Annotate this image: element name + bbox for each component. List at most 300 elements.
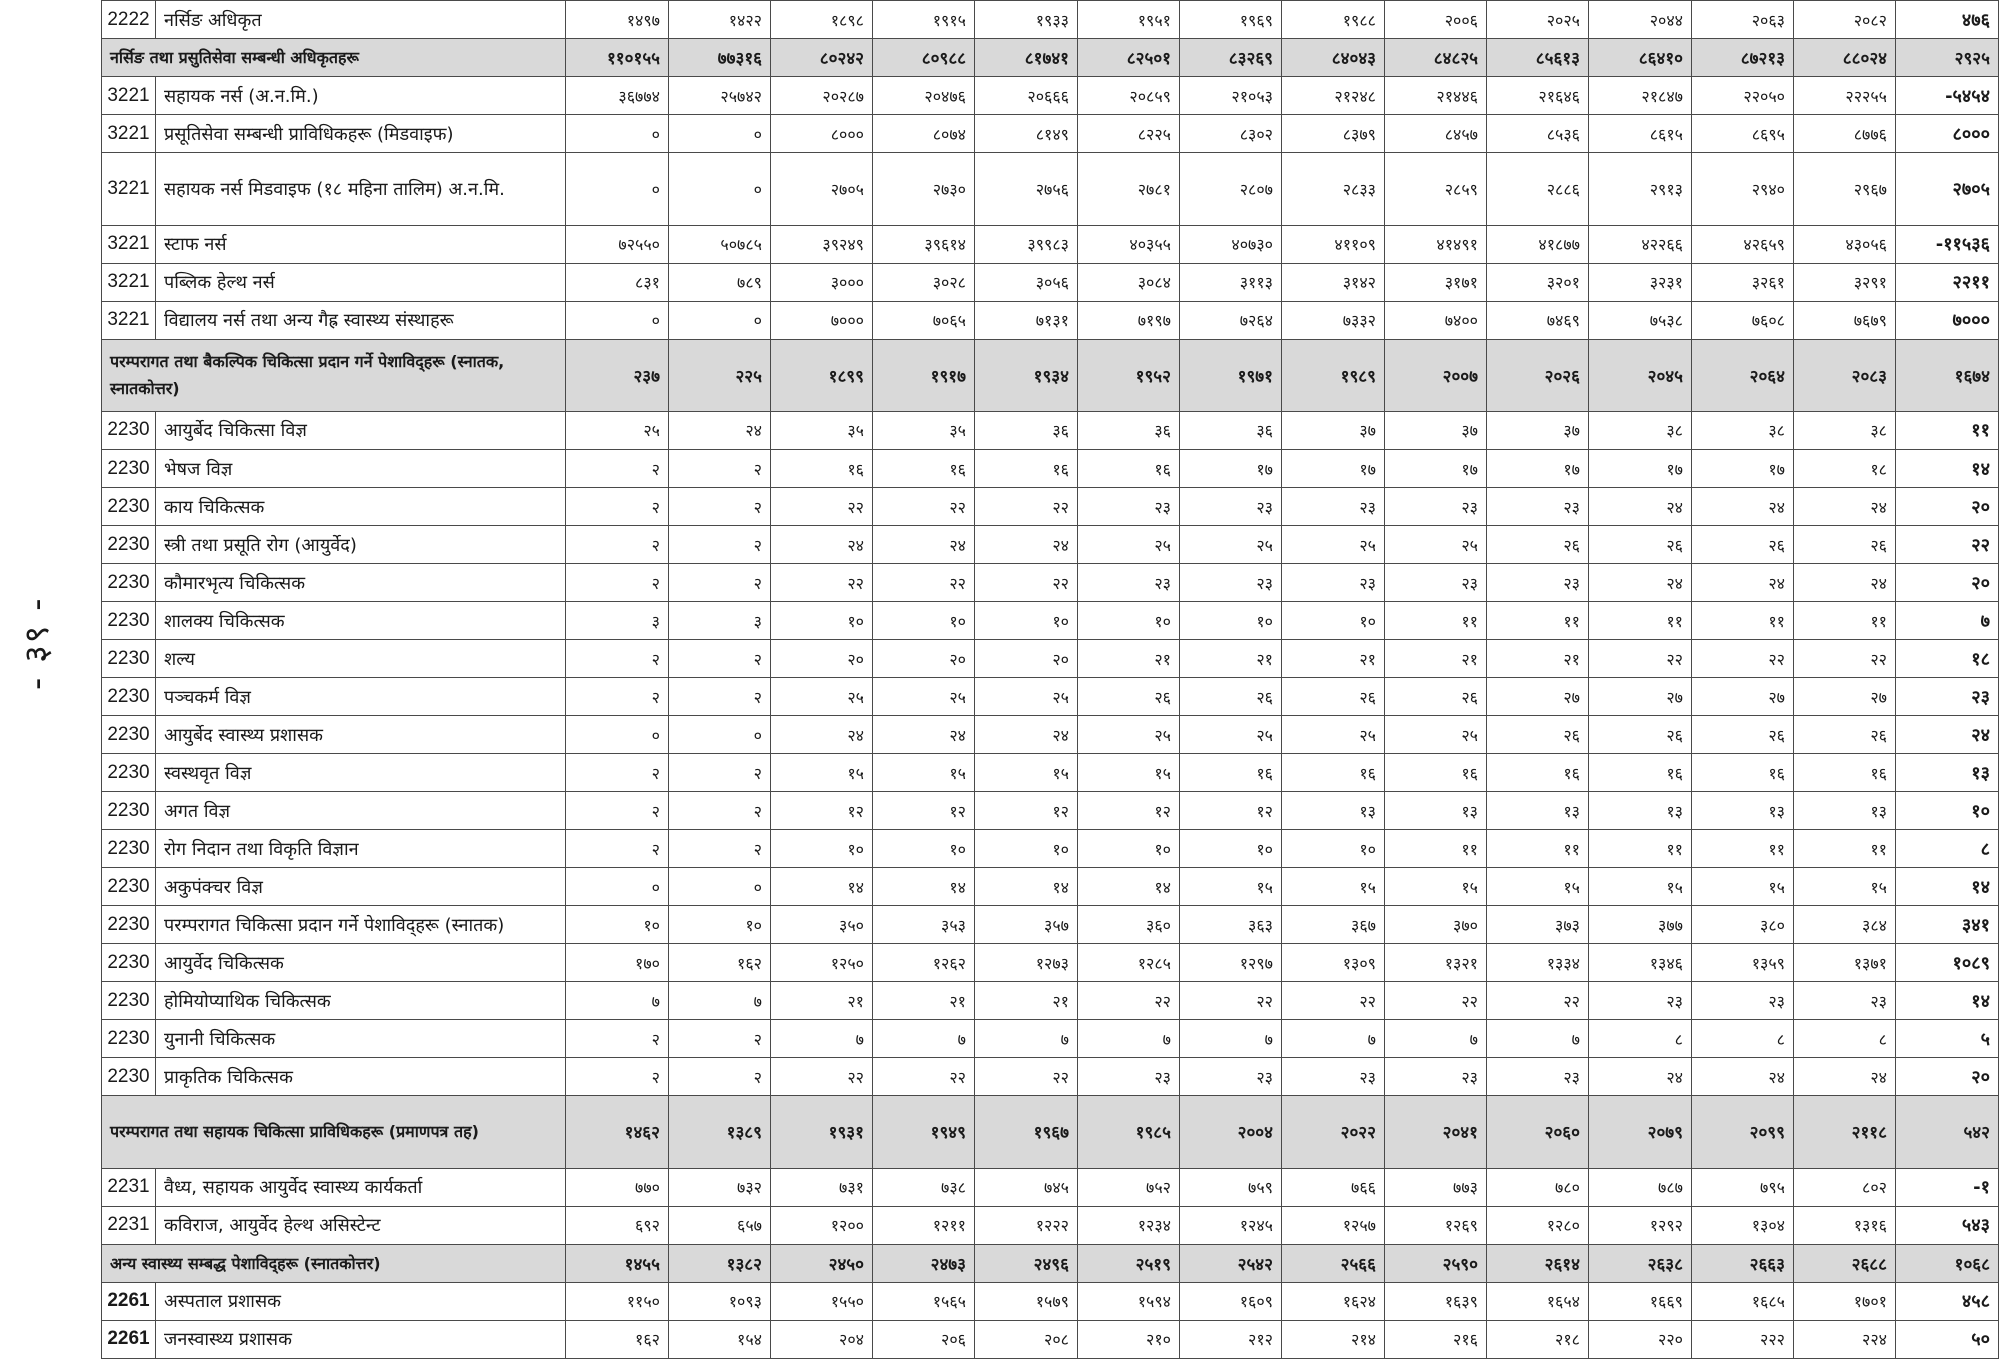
value-cell: २३७: [566, 339, 669, 411]
value-cell: १३: [1487, 792, 1589, 830]
subtotal-row: [102, 339, 1999, 411]
gap-value-cell: ५४३: [1896, 1206, 1999, 1244]
occupation-name: भेषज विज्ञ: [156, 450, 566, 488]
occupation-name: शालक्य चिकित्सक: [156, 602, 566, 640]
value-cell: १९५१: [1078, 1, 1180, 39]
gap-value-cell: १४: [1896, 450, 1999, 488]
value-cell: २१: [1180, 640, 1282, 678]
value-cell: ४२२६६: [1589, 225, 1692, 263]
value-cell: २३: [1180, 488, 1282, 526]
value-cell: ८: [1589, 1020, 1692, 1058]
gap-value-cell: २०: [1896, 564, 1999, 602]
value-cell: २०२२: [1282, 1096, 1385, 1168]
occupation-name: कविराज, आयुर्वेद हेल्थ असिस्टेन्ट: [156, 1206, 566, 1244]
value-cell: ८०००: [771, 115, 873, 153]
value-cell: ३५३: [873, 906, 975, 944]
value-cell: १२८०: [1487, 1206, 1589, 1244]
value-cell: १०: [873, 602, 975, 640]
value-cell: २४: [669, 411, 771, 449]
occupation-name: अकुपंक्चर विज्ञ: [156, 868, 566, 906]
table-row: [102, 225, 1999, 263]
value-cell: ८४८२५: [1385, 39, 1487, 77]
value-cell: १३३४: [1487, 944, 1589, 982]
gap-value-cell: ११: [1896, 411, 1999, 449]
value-cell: २६: [1282, 678, 1385, 716]
value-cell: २३: [1282, 564, 1385, 602]
value-cell: ८६१५: [1589, 115, 1692, 153]
value-cell: २०६४: [1692, 339, 1794, 411]
table-row: [102, 716, 1999, 754]
value-cell: १६: [1794, 754, 1896, 792]
occupation-name: पञ्चकर्म विज्ञ: [156, 678, 566, 716]
value-cell: २५: [1078, 716, 1180, 754]
value-cell: २: [669, 564, 771, 602]
value-cell: १५७९: [975, 1282, 1078, 1320]
value-cell: २६: [1794, 526, 1896, 564]
table-row: [102, 411, 1999, 449]
value-cell: ८५३६: [1487, 115, 1589, 153]
value-cell: २८३३: [1282, 153, 1385, 225]
value-cell: २: [669, 450, 771, 488]
value-cell: ८४०४३: [1282, 39, 1385, 77]
value-cell: २५: [873, 678, 975, 716]
table-row: [102, 868, 1999, 906]
value-cell: २२: [873, 564, 975, 602]
value-cell: २२२५५: [1794, 77, 1896, 115]
value-cell: २५: [1180, 716, 1282, 754]
value-cell: २७५६: [975, 153, 1078, 225]
value-cell: १९७१: [1180, 339, 1282, 411]
value-cell: २६८८: [1794, 1244, 1896, 1282]
value-cell: २६: [1385, 678, 1487, 716]
value-cell: १२: [771, 792, 873, 830]
gap-value-cell: २२: [1896, 526, 1999, 564]
occupation-code: 2261: [102, 1282, 156, 1320]
occupation-name: सहायक नर्स (अ.न.मि.): [156, 77, 566, 115]
value-cell: ३११३: [1180, 263, 1282, 301]
value-cell: ३८: [1589, 411, 1692, 449]
value-cell: २१: [771, 982, 873, 1020]
occupation-name: आयुर्वेद चिकित्सक: [156, 944, 566, 982]
value-cell: ३०००: [771, 263, 873, 301]
occupation-code: 2230: [102, 678, 156, 716]
value-cell: १८९९: [771, 339, 873, 411]
gap-value-cell: ७: [1896, 602, 1999, 640]
value-cell: १२: [1180, 792, 1282, 830]
gap-value-cell: १४: [1896, 868, 1999, 906]
value-cell: १०: [1282, 602, 1385, 640]
value-cell: १८९८: [771, 1, 873, 39]
gap-value-cell: ८: [1896, 830, 1999, 868]
value-cell: ३७०: [1385, 906, 1487, 944]
value-cell: २४: [1589, 1058, 1692, 1096]
value-cell: ७०६५: [873, 301, 975, 339]
value-cell: १३: [1692, 792, 1794, 830]
value-cell: ७४६९: [1487, 301, 1589, 339]
value-cell: ३०२८: [873, 263, 975, 301]
table-body: [102, 1, 1999, 1359]
value-cell: ८०२४२: [771, 39, 873, 77]
value-cell: २: [669, 640, 771, 678]
value-cell: २०२८७: [771, 77, 873, 115]
occupation-code: 2230: [102, 982, 156, 1020]
gap-value-cell: २३: [1896, 678, 1999, 716]
value-cell: १२७३: [975, 944, 1078, 982]
table-row: [102, 488, 1999, 526]
value-cell: २५६६: [1282, 1244, 1385, 1282]
value-cell: ३०८४: [1078, 263, 1180, 301]
value-cell: १९३३: [975, 1, 1078, 39]
value-cell: १६: [873, 450, 975, 488]
value-cell: ११०१५५: [566, 39, 669, 77]
value-cell: २६: [1180, 678, 1282, 716]
value-cell: २३: [1078, 1058, 1180, 1096]
value-cell: ०: [669, 153, 771, 225]
value-cell: २५: [1282, 716, 1385, 754]
value-cell: ३६: [975, 411, 1078, 449]
value-cell: ७२५५०: [566, 225, 669, 263]
value-cell: १७: [1282, 450, 1385, 488]
value-cell: ८३१: [566, 263, 669, 301]
value-cell: ३६०: [1078, 906, 1180, 944]
value-cell: १३: [1794, 792, 1896, 830]
value-cell: २५७४२: [669, 77, 771, 115]
value-cell: १३८२: [669, 1244, 771, 1282]
occupation-name: प्रसूतिसेवा सम्बन्धी प्राविधिकहरू (मिडवाइफ): [156, 115, 566, 153]
value-cell: २००७: [1385, 339, 1487, 411]
value-cell: १३२१: [1385, 944, 1487, 982]
gap-value-cell: ४७६: [1896, 1, 1999, 39]
value-cell: ८७७६: [1794, 115, 1896, 153]
value-cell: १९१५: [873, 1, 975, 39]
value-cell: २०४५: [1589, 339, 1692, 411]
table-row: [102, 1020, 1999, 1058]
value-cell: २०: [975, 640, 1078, 678]
value-cell: ५०७८५: [669, 225, 771, 263]
occupation-name: काय चिकित्सक: [156, 488, 566, 526]
occupation-code: 2230: [102, 564, 156, 602]
occupation-name: परम्परागत चिकित्सा प्रदान गर्ने पेशाविद्हरू (स्नातक): [156, 906, 566, 944]
value-cell: २०८२: [1794, 1, 1896, 39]
value-cell: २: [566, 564, 669, 602]
gap-value-cell: ५०: [1896, 1320, 1999, 1358]
value-cell: २७३०: [873, 153, 975, 225]
value-cell: २२: [873, 488, 975, 526]
value-cell: २२०: [1589, 1320, 1692, 1358]
value-cell: ७: [1487, 1020, 1589, 1058]
value-cell: १६५४: [1487, 1282, 1589, 1320]
value-cell: २१६४६: [1487, 77, 1589, 115]
value-cell: २२: [975, 488, 1078, 526]
gap-value-cell: -५४५४: [1896, 77, 1999, 115]
value-cell: १०: [669, 906, 771, 944]
value-cell: १३७१: [1794, 944, 1896, 982]
value-cell: १७: [1487, 450, 1589, 488]
value-cell: १४: [1078, 868, 1180, 906]
value-cell: ७८९: [669, 263, 771, 301]
value-cell: ७९५: [1692, 1168, 1794, 1206]
value-cell: २४: [975, 716, 1078, 754]
value-cell: १६८५: [1692, 1282, 1794, 1320]
value-cell: २२: [1282, 982, 1385, 1020]
value-cell: ७८७: [1589, 1168, 1692, 1206]
occupation-code: 2230: [102, 716, 156, 754]
value-cell: २३: [1487, 1058, 1589, 1096]
value-cell: १४: [873, 868, 975, 906]
table-row: [102, 1168, 1999, 1206]
value-cell: ६५७: [669, 1206, 771, 1244]
gap-value-cell: २२११: [1896, 263, 1999, 301]
value-cell: २२: [771, 1058, 873, 1096]
occupation-name: आयुर्बेद स्वास्थ्य प्रशासक: [156, 716, 566, 754]
occupation-code: 2230: [102, 868, 156, 906]
value-cell: २३: [1487, 488, 1589, 526]
value-cell: ३८०: [1692, 906, 1794, 944]
table-row: [102, 77, 1999, 115]
value-cell: १५६५: [873, 1282, 975, 1320]
table-row: [102, 944, 1999, 982]
value-cell: ०: [566, 153, 669, 225]
value-cell: ३६: [1078, 411, 1180, 449]
value-cell: २०: [771, 640, 873, 678]
table-row: [102, 906, 1999, 944]
value-cell: ७४५: [975, 1168, 1078, 1206]
value-cell: २९६७: [1794, 153, 1896, 225]
value-cell: २००६: [1385, 1, 1487, 39]
value-cell: ७: [669, 982, 771, 1020]
value-cell: ७: [566, 982, 669, 1020]
value-cell: २१: [1385, 640, 1487, 678]
value-cell: २२: [975, 1058, 1078, 1096]
value-cell: ७५९: [1180, 1168, 1282, 1206]
value-cell: २५: [1385, 526, 1487, 564]
value-cell: २८०७: [1180, 153, 1282, 225]
value-cell: १६३९: [1385, 1282, 1487, 1320]
value-cell: २२: [1692, 640, 1794, 678]
occupation-code: 2231: [102, 1206, 156, 1244]
value-cell: २०६०: [1487, 1096, 1589, 1168]
value-cell: १७: [1589, 450, 1692, 488]
occupation-name: विद्यालय नर्स तथा अन्य गैह्र स्वास्थ्य संस्थाहरू: [156, 301, 566, 339]
value-cell: १९८९: [1282, 339, 1385, 411]
value-cell: २३: [1180, 1058, 1282, 1096]
workforce-projection-table: [101, 0, 1999, 1359]
table-row: [102, 1206, 1999, 1244]
value-cell: २६६३: [1692, 1244, 1794, 1282]
value-cell: ७७०: [566, 1168, 669, 1206]
value-cell: २४: [1794, 1058, 1896, 1096]
occupation-name: आयुर्बेद चिकित्सा विज्ञ: [156, 411, 566, 449]
value-cell: ३५: [771, 411, 873, 449]
value-cell: १६२४: [1282, 1282, 1385, 1320]
value-cell: १३: [1589, 792, 1692, 830]
table-row: [102, 450, 1999, 488]
table-row: [102, 640, 1999, 678]
value-cell: १०: [1180, 830, 1282, 868]
gap-value-cell: २०: [1896, 1058, 1999, 1096]
value-cell: २४: [1589, 564, 1692, 602]
value-cell: ८६९५: [1692, 115, 1794, 153]
occupation-code: 2230: [102, 830, 156, 868]
value-cell: ०: [566, 716, 669, 754]
value-cell: २: [669, 488, 771, 526]
value-cell: ३९२४९: [771, 225, 873, 263]
value-cell: २३: [1794, 982, 1896, 1020]
value-cell: २५: [1180, 526, 1282, 564]
occupation-name: सहायक नर्स मिडवाइफ (१८ महिना तालिम) अ.न.मि.: [156, 153, 566, 225]
value-cell: २३: [1692, 982, 1794, 1020]
occupation-code: 3221: [102, 301, 156, 339]
value-cell: ३२६१: [1692, 263, 1794, 301]
value-cell: २५: [566, 411, 669, 449]
value-cell: २२५: [669, 339, 771, 411]
value-cell: १६: [1692, 754, 1794, 792]
value-cell: १५: [1282, 868, 1385, 906]
value-cell: ३०५६: [975, 263, 1078, 301]
value-cell: १९५२: [1078, 339, 1180, 411]
value-cell: १५: [1385, 868, 1487, 906]
value-cell: ८: [1794, 1020, 1896, 1058]
value-cell: २२: [1487, 982, 1589, 1020]
value-cell: ३६७: [1282, 906, 1385, 944]
value-cell: २३: [1282, 488, 1385, 526]
value-cell: ०: [566, 115, 669, 153]
value-cell: १३४६: [1589, 944, 1692, 982]
value-cell: २१: [1078, 640, 1180, 678]
value-cell: २१: [1487, 640, 1589, 678]
value-cell: २६३८: [1589, 1244, 1692, 1282]
value-cell: ३५०: [771, 906, 873, 944]
value-cell: २१०५३: [1180, 77, 1282, 115]
value-cell: २४: [873, 716, 975, 754]
value-cell: ३१७१: [1385, 263, 1487, 301]
occupation-name: युनानी चिकित्सक: [156, 1020, 566, 1058]
value-cell: १५: [771, 754, 873, 792]
value-cell: १२३४: [1078, 1206, 1180, 1244]
value-cell: २३: [1385, 488, 1487, 526]
value-cell: २: [566, 450, 669, 488]
value-cell: ११: [1385, 602, 1487, 640]
value-cell: २१८४७: [1589, 77, 1692, 115]
value-cell: २०६: [873, 1320, 975, 1358]
occupation-name: प्राकृतिक चिकित्सक: [156, 1058, 566, 1096]
value-cell: २४९६: [975, 1244, 1078, 1282]
value-cell: १६: [975, 450, 1078, 488]
value-cell: २०६६६: [975, 77, 1078, 115]
value-cell: २: [669, 678, 771, 716]
group-label: नर्सिङ तथा प्रसुतिसेवा सम्बन्धी अधिकृतहरू: [102, 39, 566, 77]
occupation-name: जनस्वास्थ्य प्रशासक: [156, 1320, 566, 1358]
value-cell: २०८: [975, 1320, 1078, 1358]
value-cell: २: [669, 1058, 771, 1096]
value-cell: १९८८: [1282, 1, 1385, 39]
value-cell: १०९३: [669, 1282, 771, 1320]
value-cell: १२११: [873, 1206, 975, 1244]
value-cell: २२२: [1692, 1320, 1794, 1358]
value-cell: ३८४: [1794, 906, 1896, 944]
value-cell: २३: [1282, 1058, 1385, 1096]
value-cell: ७: [1282, 1020, 1385, 1058]
value-cell: २: [566, 792, 669, 830]
value-cell: १३५९: [1692, 944, 1794, 982]
value-cell: १९४९: [873, 1096, 975, 1168]
value-cell: १९१७: [873, 339, 975, 411]
value-cell: १०: [1078, 830, 1180, 868]
value-cell: १९३४: [975, 339, 1078, 411]
table-row: [102, 792, 1999, 830]
value-cell: ७७३: [1385, 1168, 1487, 1206]
value-cell: २०६३: [1692, 1, 1794, 39]
value-cell: २३: [1487, 564, 1589, 602]
value-cell: १४: [771, 868, 873, 906]
value-cell: २४: [975, 526, 1078, 564]
value-cell: ३२०१: [1487, 263, 1589, 301]
value-cell: २२: [975, 564, 1078, 602]
value-cell: २४: [771, 526, 873, 564]
occupation-name: स्त्री तथा प्रसूति रोग (आयुर्वेद): [156, 526, 566, 564]
value-cell: २६: [1487, 526, 1589, 564]
gap-value-cell: -११५३६: [1896, 225, 1999, 263]
value-cell: २: [566, 526, 669, 564]
value-cell: २४: [1692, 1058, 1794, 1096]
value-cell: ८०२: [1794, 1168, 1896, 1206]
value-cell: १२००: [771, 1206, 873, 1244]
value-cell: ७: [771, 1020, 873, 1058]
value-cell: २८८६: [1487, 153, 1589, 225]
value-cell: १५: [975, 754, 1078, 792]
value-cell: २१८: [1487, 1320, 1589, 1358]
value-cell: २४: [771, 716, 873, 754]
value-cell: १५: [1589, 868, 1692, 906]
value-cell: २०९९: [1692, 1096, 1794, 1168]
value-cell: २: [669, 1020, 771, 1058]
gap-value-cell: १६७४: [1896, 339, 1999, 411]
value-cell: १०: [1078, 602, 1180, 640]
value-cell: २९१३: [1589, 153, 1692, 225]
value-cell: २६: [1078, 678, 1180, 716]
value-cell: २७: [1692, 678, 1794, 716]
value-cell: ११: [1589, 830, 1692, 868]
value-cell: ८३२६९: [1180, 39, 1282, 77]
value-cell: १६०९: [1180, 1282, 1282, 1320]
value-cell: ८२५०१: [1078, 39, 1180, 77]
gap-value-cell: -१: [1896, 1168, 1999, 1206]
occupation-name: वैध्य, सहायक आयुर्वेद स्वास्थ्य कार्यकर्ता: [156, 1168, 566, 1206]
value-cell: ३६७७४: [566, 77, 669, 115]
occupation-name: पब्लिक हेल्थ नर्स: [156, 263, 566, 301]
value-cell: १२: [1078, 792, 1180, 830]
value-cell: ३८: [1794, 411, 1896, 449]
value-cell: २: [566, 1058, 669, 1096]
value-cell: ७६७९: [1794, 301, 1896, 339]
value-cell: २५४२: [1180, 1244, 1282, 1282]
table-row: [102, 263, 1999, 301]
value-cell: २२४: [1794, 1320, 1896, 1358]
value-cell: २०८३: [1794, 339, 1896, 411]
value-cell: १३०९: [1282, 944, 1385, 982]
value-cell: ८३०२: [1180, 115, 1282, 153]
value-cell: १३: [1385, 792, 1487, 830]
value-cell: ११: [1487, 602, 1589, 640]
value-cell: २३: [1385, 1058, 1487, 1096]
value-cell: ८३७९: [1282, 115, 1385, 153]
value-cell: ४०७३०: [1180, 225, 1282, 263]
value-cell: १३०४: [1692, 1206, 1794, 1244]
value-cell: ७०००: [771, 301, 873, 339]
value-cell: १२५०: [771, 944, 873, 982]
value-cell: ७२६४: [1180, 301, 1282, 339]
value-cell: २३: [1180, 564, 1282, 602]
